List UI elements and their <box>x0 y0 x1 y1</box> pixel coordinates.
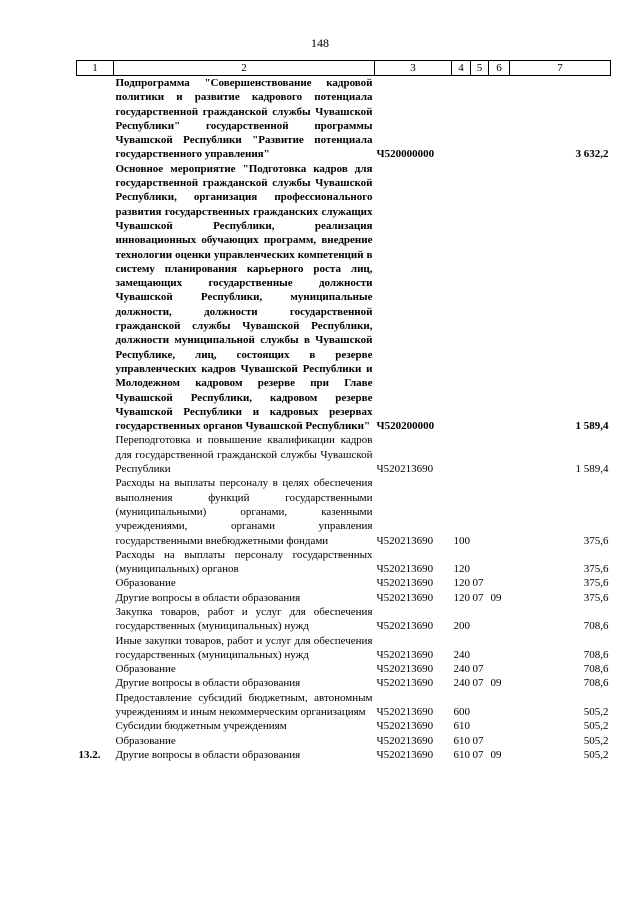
amount: 375,6 <box>583 577 609 590</box>
row-name: Подпрограмма "Совершенствование кадровой политики и развитие кадрового потенциала государственной гражданской службы Чувашской Республики" государственной программы Чувашской Республики "Развитие потенциала государственного управления" <box>115 77 373 161</box>
expense-type-code: 240 <box>453 677 470 690</box>
table-row <box>77 634 611 663</box>
page-number: 148 <box>311 36 329 50</box>
expense-type-code: 240 <box>453 663 470 676</box>
expense-type-code <box>452 433 471 476</box>
subsection-code <box>489 605 510 634</box>
expense-type-code <box>452 162 471 434</box>
section-code: 07 <box>472 591 484 604</box>
table-row <box>77 576 611 590</box>
section-code <box>471 476 489 547</box>
column-header: 3 <box>375 61 452 76</box>
subsection-code <box>489 691 510 720</box>
subsection-code <box>489 719 510 733</box>
row-name: Другие вопросы в области образования <box>115 748 301 761</box>
row-name: Другие вопросы в области образования <box>115 677 301 690</box>
table-row <box>77 691 611 720</box>
expense-type-code: 100 <box>453 534 470 547</box>
expense-type-code: 200 <box>453 620 470 633</box>
section-code <box>471 634 489 663</box>
expense-type-code: 120 <box>453 577 470 590</box>
section-code <box>471 691 489 720</box>
target-article-code: Ч520213690 <box>376 648 434 661</box>
target-article-code: Ч520213690 <box>376 620 434 633</box>
target-article-code: Ч520213690 <box>376 663 434 676</box>
column-header: 5 <box>471 61 489 76</box>
row-name: Переподготовка и повышение квалификации кадров для государственной гражданской службы Чувашской Республики <box>115 434 373 476</box>
row-name: Закупка товаров, работ и услуг для обеспечения государственных (муниципальных) нужд <box>115 605 373 633</box>
row-name: Субсидии бюджетным учреждениям <box>115 720 287 733</box>
amount: 708,6 <box>583 648 609 661</box>
column-header: 6 <box>489 61 510 76</box>
expense-type-code: 600 <box>453 706 470 719</box>
table-row <box>77 605 611 634</box>
section-code <box>471 605 489 634</box>
subsection-code: 09 <box>490 591 502 604</box>
amount: 1 589,4 <box>575 463 609 476</box>
column-header: 1 <box>77 61 114 76</box>
section-code: 07 <box>472 734 484 747</box>
amount: 375,6 <box>583 591 609 604</box>
section-code: 07 <box>472 748 484 761</box>
target-article-code: Ч520213690 <box>376 591 434 604</box>
row-name: Иные закупки товаров, работ и услуг для обеспечения государственных (муниципальных) нужд <box>115 634 373 661</box>
amount: 375,6 <box>583 534 609 547</box>
expense-type-code <box>452 76 471 162</box>
amount: 1 589,4 <box>575 420 609 433</box>
column-header: 2 <box>114 61 375 76</box>
row-name: Другие вопросы в области образования <box>115 591 301 604</box>
subsection-code: 09 <box>490 677 502 690</box>
row-name: Образование <box>115 663 176 676</box>
table-row <box>77 162 611 434</box>
amount: 3 632,2 <box>575 148 609 161</box>
section-code <box>471 548 489 577</box>
table-row <box>77 591 611 605</box>
amount: 708,6 <box>583 620 609 633</box>
budget-table <box>76 60 611 762</box>
target-article-code: Ч520213690 <box>376 748 434 761</box>
table-row <box>77 734 611 748</box>
expense-type-code: 120 <box>453 591 470 604</box>
row-name: Расходы на выплаты персоналу в целях обеспечения выполнения функций государственными (муниципальными) органами, казенными учреждениями, органами управления государственными внебюджетными фондами <box>115 477 373 547</box>
subsection-code <box>489 576 510 590</box>
table-row <box>77 433 611 476</box>
target-article-code: Ч520213690 <box>376 720 434 733</box>
amount: 505,2 <box>583 734 609 747</box>
section-code <box>471 719 489 733</box>
table-row <box>77 662 611 676</box>
table-row <box>77 476 611 547</box>
row-name: Расходы на выплаты персоналу государственных (муниципальных) органов <box>115 548 373 576</box>
target-article-code: Ч520000000 <box>376 148 435 161</box>
row-name: Предоставление субсидий бюджетным, автономным учреждениям и иным некоммерческим организациям <box>115 691 373 719</box>
section-code: 07 <box>472 663 484 676</box>
target-article-code: Ч520213690 <box>376 677 434 690</box>
row-number: 13.2. <box>78 748 101 761</box>
table-row <box>77 748 611 762</box>
table-row <box>77 719 611 733</box>
expense-type-code: 120 <box>453 563 470 576</box>
column-number-row <box>77 61 611 76</box>
subsection-code <box>489 76 510 162</box>
subsection-code <box>489 476 510 547</box>
section-code: 07 <box>472 677 484 690</box>
section-code <box>471 76 489 162</box>
target-article-code: Ч520213690 <box>376 734 434 747</box>
target-article-code: Ч520213690 <box>376 563 434 576</box>
amount: 505,2 <box>583 748 609 761</box>
expense-type-code: 610 <box>453 748 470 761</box>
table-body <box>77 76 611 763</box>
amount: 708,6 <box>583 663 609 676</box>
table-row <box>77 676 611 690</box>
amount: 708,6 <box>583 677 609 690</box>
section-code <box>471 433 489 476</box>
row-name: Образование <box>115 734 176 747</box>
row-name: Образование <box>115 577 176 590</box>
subsection-code <box>489 734 510 748</box>
subsection-code: 09 <box>490 748 502 761</box>
table-row <box>77 548 611 577</box>
subsection-code <box>489 162 510 434</box>
section-code <box>471 162 489 434</box>
target-article-code: Ч520213690 <box>376 463 434 476</box>
subsection-code <box>489 662 510 676</box>
target-article-code: Ч520213690 <box>376 534 434 547</box>
row-name: Основное мероприятие "Подготовка кадров для государственной гражданской службы Чувашской Республики, организация профессионального развития государственных гражданских служащих Чувашской Республики, реализация инновационных обучающих программ, внедрение технологии оценки управленческих компетенций в систему планирования карьерного роста лиц, замещающих государственные должности Чувашской Республики, муниципальные должности, должности государственной гражданской службы Чувашской Республики, должности муниципальной службы в Чувашской Республике, лиц, состоящих в резерве управленческих кадров Чувашской Республики и Молодежном кадровом резерве при Главе Чувашской Республики, кадровом резерве Чувашской Республики и кадровых резервах государственных органов Чувашской Республики" <box>115 162 373 433</box>
target-article-code: Ч520213690 <box>376 706 434 719</box>
target-article-code: Ч520213690 <box>376 577 434 590</box>
subsection-code <box>489 634 510 663</box>
subsection-code <box>489 433 510 476</box>
amount: 505,2 <box>583 706 609 719</box>
amount: 505,2 <box>583 720 609 733</box>
expense-type-code: 240 <box>453 648 470 661</box>
table-row <box>77 76 611 162</box>
column-header: 4 <box>452 61 471 76</box>
target-article-code: Ч520200000 <box>376 420 435 433</box>
section-code: 07 <box>472 577 484 590</box>
expense-type-code: 610 <box>453 734 470 747</box>
amount: 375,6 <box>583 563 609 576</box>
column-header: 7 <box>510 61 611 76</box>
expense-type-code: 610 <box>453 720 470 733</box>
subsection-code <box>489 548 510 577</box>
